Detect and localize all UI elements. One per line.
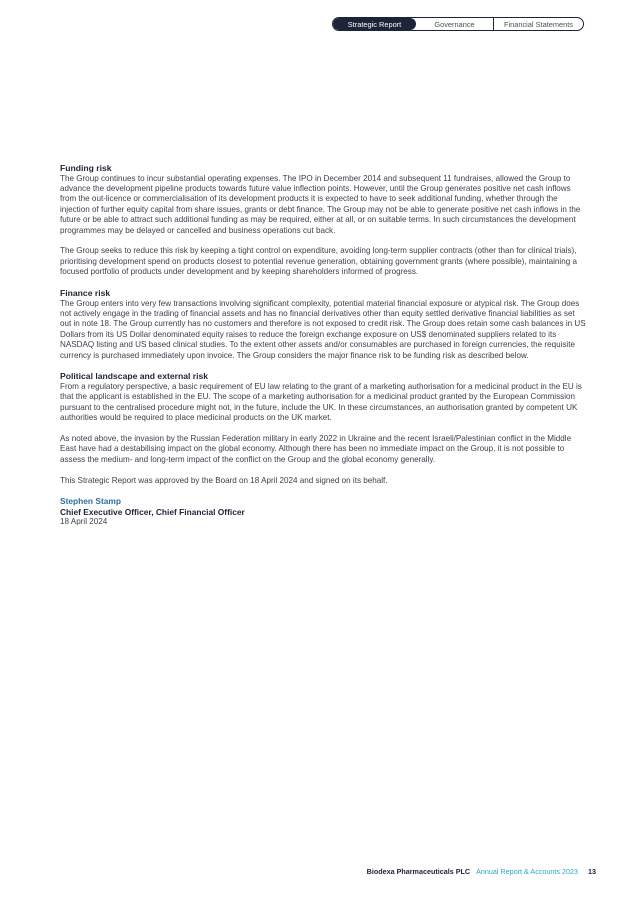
funding-risk-heading: Funding risk: [60, 163, 112, 173]
finance-risk-paragraph-1: The Group enters into very few transactions involving significant complexity, potential material financial exposure or atypical risk. The Group does not actively engage in the trading of financial assets and has no financial derivatives other than equity settled derivative financial liabilities as set out in note 18. The Group currently has no customers and therefore is not exposed to credit risk. The Group does retain some cash balances in US Dollars from its US Dollar denominated equity raises to reduce the foreign exchange exposure on US$ denominated suppliers related to its NASDAQ listing and US based clinical studies. To the extent other assets and/or consumables are purchased in foreign currencies, the requisite currency is purchased immediately upon invoice. The Group considers the major finance risk to be funding risk as described below.: [60, 298, 586, 360]
political-risk-paragraph-2: As noted above, the invasion by the Russian Federation military in early 2022 in Ukraine and the recent Israeli/Palestinian conflict in the Middle East have had a destabilising impact on the global economy. Although there has been no immediate impact on the Group, it is not possible to assess the medium- and long-term impact of the conflict on the Group and the global economy generally.: [60, 434, 572, 464]
political-risk-paragraph-1: From a regulatory perspective, a basic requirement of EU law relating to the grant of a marketing authorisation for a medicinal product in the EU is that the applicant is established in the EU. The scope of a marketing authorisation for a medicinal product granted by the European Commission pursuant to the centralised procedure might not, in the future, include the UK. In these circumstances, an authorisation granted by competent UK authorities would be required to place medicinal products on the UK market.: [60, 382, 582, 423]
finance-risk-section: [60, 288, 586, 361]
political-risk-heading: Political landscape and external risk: [60, 371, 209, 382]
section-nav: [332, 17, 584, 31]
signature-block: [60, 496, 586, 527]
page-footer: [367, 867, 596, 876]
tab-governance[interactable]: Governance: [416, 18, 494, 30]
finance-risk-heading: Finance risk: [60, 288, 111, 299]
page-body: [60, 163, 586, 528]
funding-risk-section: [60, 163, 586, 278]
signatory-name: Stephen Stamp: [60, 496, 121, 507]
footer-report-title: Annual Report & Accounts 2023: [476, 867, 578, 876]
political-risk-section: [60, 371, 586, 486]
footer-company: Biodexa Pharmaceuticals PLC: [366, 867, 471, 876]
funding-risk-paragraph-1: The Group continues to incur substantial operating expenses. The IPO in December 2014 and subsequent 11 fundraises, allowed the Group to advance the development pipeline products towards future value inflection points. However, until the Group generates positive net cash inflows from the out-licence or commercialisation of its development products it is expected to have to seek additional funding, whether through the injection of further equity capital from share issues, grants or debt finance. The Group may not be able to generate positive net cash inflows in the future or be able to attract such additional funding as may be required, either at all, or on suitable terms. In such circumstances the development programmes may be delayed or cancelled and business operations cut back.: [60, 173, 581, 235]
page-number: 13: [588, 867, 596, 876]
tab-strategic-report[interactable]: Strategic Report: [333, 18, 416, 30]
funding-risk-paragraph-2: The Group seeks to reduce this risk by keeping a tight control on expenditure, avoiding long-term supplier contracts (other than for clinical trials), prioritising development spend on products closest to potential revenue generation, obtaining government grants (where possible), maintaining a focused portfolio of products under development and by keeping shareholders informed of progress.: [60, 246, 577, 277]
approval-statement: This Strategic Report was approved by the Board on 18 April 2024 and signed on its behalf.: [60, 475, 388, 485]
signatory-title: Chief Executive Officer, Chief Financial Officer: [60, 506, 245, 517]
signature-date: 18 April 2024: [60, 517, 108, 527]
tab-financial-statements[interactable]: Financial Statements: [503, 20, 573, 29]
